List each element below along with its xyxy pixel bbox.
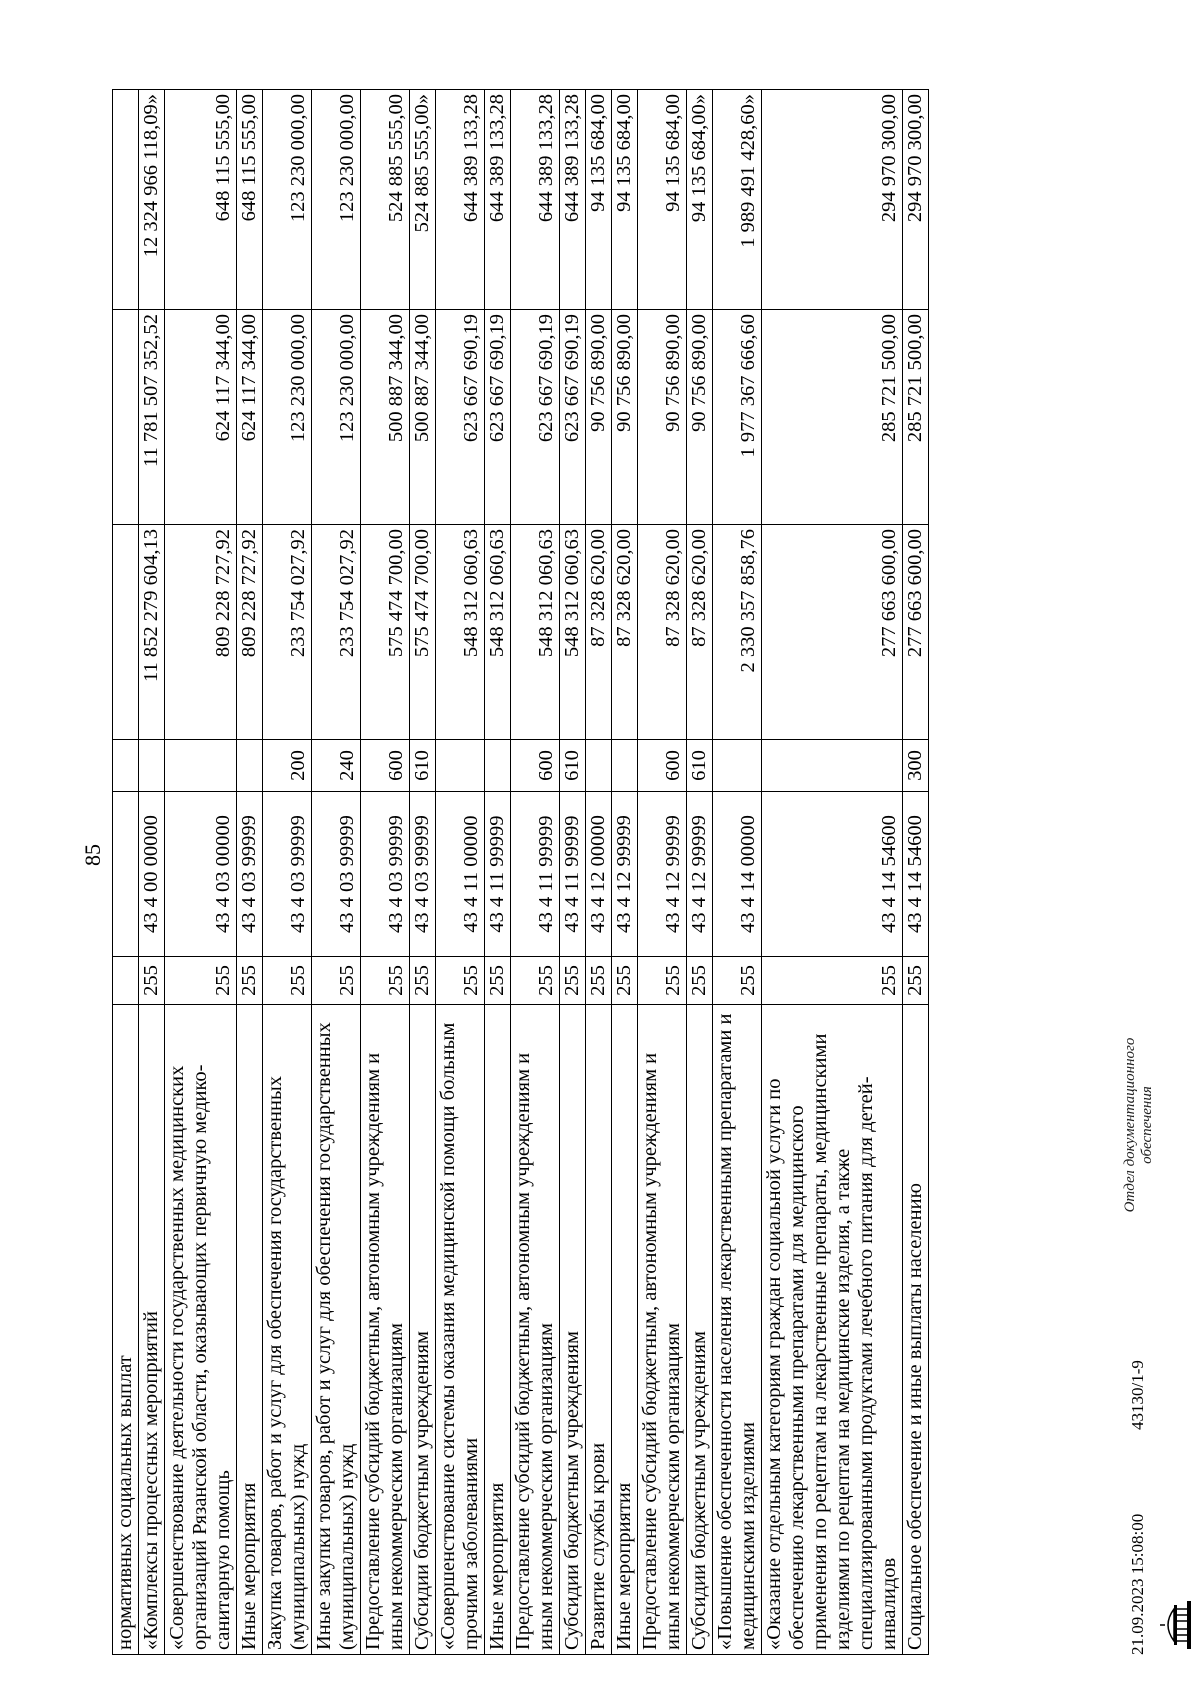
row-name-cell: «Совершенствование деятельности государственных медицинских организаций Рязанской области, оказывающих первичную медико-санитарную помощь (165, 1005, 237, 1655)
ministry-code-cell: 255 (139, 957, 165, 1005)
table-row (560, 90, 586, 1655)
amount-col-2-cell: 123 230 000,00 (263, 310, 312, 525)
amount-col-2-cell: 123 230 000,00 (312, 310, 361, 525)
target-article-cell: 43 4 11 99999 (511, 792, 560, 957)
amount-col-3-cell: 644 389 133,28 (485, 90, 511, 310)
stamp-line-1: Отдел документационного (1122, 1037, 1138, 1213)
amount-col-3-cell: 94 135 684,00 (612, 90, 638, 310)
expense-type-cell (762, 740, 903, 792)
expense-type-cell: 600 (361, 740, 410, 792)
target-article-cell: 43 4 14 00000 (713, 792, 762, 957)
amount-col-2-cell: 1 977 367 666,60 (713, 310, 762, 525)
amount-col-2-cell: 90 756 890,00 (612, 310, 638, 525)
ministry-code-cell: 255 (762, 957, 903, 1005)
row-name-cell: Субсидии бюджетным учреждениям (560, 1005, 586, 1655)
amount-col-3-cell: 123 230 000,00 (312, 90, 361, 310)
expense-type-cell: 610 (687, 740, 713, 792)
table-row (762, 90, 903, 1655)
row-name-cell: Закупка товаров, работ и услуг для обеспечения государственных (муниципальных) нужд (263, 1005, 312, 1655)
expense-type-cell (612, 740, 638, 792)
ministry-code-cell: 255 (410, 957, 436, 1005)
amount-col-3-cell: 94 135 684,00 (586, 90, 612, 310)
amount-col-3-cell: 123 230 000,00 (263, 90, 312, 310)
amount-col-2-cell: 500 887 344,00 (410, 310, 436, 525)
amount-col-2-cell: 624 117 344,00 (165, 310, 237, 525)
target-article-cell: 43 4 11 99999 (485, 792, 511, 957)
ministry-code-cell: 255 (511, 957, 560, 1005)
amount-col-2-cell: 90 756 890,00 (687, 310, 713, 525)
expense-type-cell (165, 740, 237, 792)
amount-col-3-cell: 94 135 684,00» (687, 90, 713, 310)
expense-type-cell: 600 (511, 740, 560, 792)
row-name-cell: Предоставление субсидий бюджетным, автономным учреждениям и иным некоммерческим организациям (361, 1005, 410, 1655)
amount-col-1-cell: 548 312 060,63 (560, 525, 586, 740)
expense-type-cell: 610 (410, 740, 436, 792)
amount-col-1-cell: 277 663 600,00 (903, 525, 929, 740)
amount-col-1-cell: 11 852 279 604,13 (139, 525, 165, 740)
table-row (713, 90, 762, 1655)
row-name-cell: Иные мероприятия (237, 1005, 263, 1655)
amount-col-3-cell (113, 90, 139, 310)
table-row (410, 90, 436, 1655)
table-row (687, 90, 713, 1655)
ministry-code-cell: 255 (560, 957, 586, 1005)
table-row (436, 90, 485, 1655)
amount-col-2-cell: 623 667 690,19 (436, 310, 485, 525)
ministry-code-cell: 255 (263, 957, 312, 1005)
page-number: 85 (80, 844, 105, 866)
ministry-code-cell: 255 (903, 957, 929, 1005)
budget-table-body (113, 90, 929, 1655)
department-stamp (1122, 995, 1156, 1255)
amount-col-1-cell: 87 328 620,00 (612, 525, 638, 740)
expense-type-cell: 610 (560, 740, 586, 792)
amount-col-2-cell: 623 667 690,19 (511, 310, 560, 525)
amount-col-2-cell: 90 756 890,00 (638, 310, 687, 525)
row-name-cell: нормативных социальных выплат (113, 1005, 139, 1655)
table-row (139, 90, 165, 1655)
amount-col-2-cell: 500 887 344,00 (361, 310, 410, 525)
row-name-cell: Предоставление субсидий бюджетным, автономным учреждениям и иным некоммерческим организациям (511, 1005, 560, 1655)
amount-col-3-cell: 12 324 966 118,09» (139, 90, 165, 310)
amount-col-3-cell: 1 989 491 428,60» (713, 90, 762, 310)
budget-table (112, 89, 929, 1655)
target-article-cell: 43 4 03 00000 (165, 792, 237, 957)
row-name-cell: «Повышение обеспеченности населения лекарственными препаратами и медицинскими изделиями (713, 1005, 762, 1655)
ministry-code-cell: 255 (586, 957, 612, 1005)
target-article-cell: 43 4 03 99999 (410, 792, 436, 957)
ministry-code-cell: 255 (312, 957, 361, 1005)
table-row (638, 90, 687, 1655)
target-article-cell: 43 4 12 00000 (586, 792, 612, 957)
table-row (361, 90, 410, 1655)
expense-type-cell: 240 (312, 740, 361, 792)
row-name-cell: Иные мероприятия (485, 1005, 511, 1655)
target-article-cell: 43 4 03 99999 (237, 792, 263, 957)
amount-col-3-cell: 294 970 300,00 (762, 90, 903, 310)
amount-col-1-cell: 233 754 027,92 (312, 525, 361, 740)
table-row (237, 90, 263, 1655)
amount-col-1-cell: 809 228 727,92 (165, 525, 237, 740)
ministry-code-cell: 255 (612, 957, 638, 1005)
expense-type-cell (485, 740, 511, 792)
amount-col-1-cell: 87 328 620,00 (638, 525, 687, 740)
amount-col-1-cell: 87 328 620,00 (687, 525, 713, 740)
amount-col-1-cell: 87 328 620,00 (586, 525, 612, 740)
target-article-cell: 43 4 12 99999 (687, 792, 713, 957)
row-name-cell: «Оказание отдельным категориям граждан социальной услуги по обеспечению лекарственными препаратами для медицинского применения по рецептам на лекарственные препараты, медицинскими изделиями по рецептам на медицинские изделия, а также специализированными продуктами лечебного питания для детей-инвалидов (762, 1005, 903, 1655)
amount-col-2-cell (113, 310, 139, 525)
amount-col-3-cell: 644 389 133,28 (560, 90, 586, 310)
amount-col-3-cell: 648 115 555,00 (237, 90, 263, 310)
amount-col-1-cell: 277 663 600,00 (762, 525, 903, 740)
row-name-cell: «Комплексы процессных мероприятий (139, 1005, 165, 1655)
ministry-code-cell: 255 (436, 957, 485, 1005)
footer-document-code: 43130/1-9 (1128, 1360, 1147, 1430)
row-name-cell: Субсидии бюджетным учреждениям (687, 1005, 713, 1655)
target-article-cell: 43 4 11 99999 (560, 792, 586, 957)
ministry-code-cell: 255 (713, 957, 762, 1005)
amount-col-1-cell: 233 754 027,92 (263, 525, 312, 740)
target-article-cell: 43 4 12 99999 (612, 792, 638, 957)
table-row (586, 90, 612, 1655)
target-article-cell: 43 4 12 99999 (638, 792, 687, 957)
amount-col-2-cell: 285 721 500,00 (762, 310, 903, 525)
ministry-code-cell (113, 957, 139, 1005)
amount-col-3-cell: 524 885 555,00 (361, 90, 410, 310)
stamp-line-2: обеспечения (1139, 1086, 1155, 1164)
table-row (263, 90, 312, 1655)
amount-col-1-cell: 548 312 060,63 (436, 525, 485, 740)
building-logo-icon (1158, 1595, 1194, 1655)
amount-col-3-cell: 644 389 133,28 (511, 90, 560, 310)
target-article-cell: 43 4 03 99999 (361, 792, 410, 957)
row-name-cell: Иные мероприятия (612, 1005, 638, 1655)
table-row (903, 90, 929, 1655)
amount-col-3-cell: 294 970 300,00 (903, 90, 929, 310)
target-article-cell: 43 4 14 54600 (903, 792, 929, 957)
amount-col-3-cell: 524 885 555,00» (410, 90, 436, 310)
amount-col-3-cell: 648 115 555,00 (165, 90, 237, 310)
amount-col-2-cell: 285 721 500,00 (903, 310, 929, 525)
ministry-code-cell: 255 (361, 957, 410, 1005)
row-name-cell: Социальное обеспечение и иные выплаты населению (903, 1005, 929, 1655)
amount-col-2-cell: 90 756 890,00 (586, 310, 612, 525)
row-name-cell: Предоставление субсидий бюджетным, автономным учреждениям и иным некоммерческим организациям (638, 1005, 687, 1655)
amount-col-3-cell: 94 135 684,00 (638, 90, 687, 310)
row-name-cell: Субсидии бюджетным учреждениям (410, 1005, 436, 1655)
amount-col-2-cell: 624 117 344,00 (237, 310, 263, 525)
amount-col-1-cell: 575 474 700,00 (361, 525, 410, 740)
ministry-code-cell: 255 (687, 957, 713, 1005)
target-article-cell: 43 4 14 54600 (762, 792, 903, 957)
amount-col-1-cell: 2 330 357 858,76 (713, 525, 762, 740)
amount-col-1-cell: 575 474 700,00 (410, 525, 436, 740)
row-name-cell: Иные закупки товаров, работ и услуг для обеспечения государственных (муниципальных) нужд (312, 1005, 361, 1655)
amount-col-2-cell: 623 667 690,19 (560, 310, 586, 525)
table-row (165, 90, 237, 1655)
expense-type-cell (586, 740, 612, 792)
expense-type-cell (713, 740, 762, 792)
amount-col-3-cell: 644 389 133,28 (436, 90, 485, 310)
table-row (113, 90, 139, 1655)
expense-type-cell: 300 (903, 740, 929, 792)
expense-type-cell (237, 740, 263, 792)
footer-date: 21.09.2023 15:08:00 (1128, 1513, 1147, 1655)
expense-type-cell (113, 740, 139, 792)
amount-col-2-cell: 11 781 507 352,52 (139, 310, 165, 525)
amount-col-1-cell (113, 525, 139, 740)
expense-type-cell (436, 740, 485, 792)
target-article-cell: 43 4 03 99999 (263, 792, 312, 957)
target-article-cell: 43 4 00 00000 (139, 792, 165, 957)
target-article-cell: 43 4 11 00000 (436, 792, 485, 957)
target-article-cell (113, 792, 139, 957)
row-name-cell: Развитие службы крови (586, 1005, 612, 1655)
ministry-code-cell: 255 (638, 957, 687, 1005)
table-row (612, 90, 638, 1655)
table-row (312, 90, 361, 1655)
table-row (485, 90, 511, 1655)
target-article-cell: 43 4 03 99999 (312, 792, 361, 957)
amount-col-1-cell: 548 312 060,63 (511, 525, 560, 740)
amount-col-1-cell: 548 312 060,63 (485, 525, 511, 740)
expense-type-cell: 200 (263, 740, 312, 792)
table-row (511, 90, 560, 1655)
expense-type-cell: 600 (638, 740, 687, 792)
row-name-cell: «Совершенствование системы оказания медицинской помощи больным прочими заболеваниями (436, 1005, 485, 1655)
ministry-code-cell: 255 (237, 957, 263, 1005)
expense-type-cell (139, 740, 165, 792)
ministry-code-cell: 255 (485, 957, 511, 1005)
ministry-code-cell: 255 (165, 957, 237, 1005)
amount-col-2-cell: 623 667 690,19 (485, 310, 511, 525)
amount-col-1-cell: 809 228 727,92 (237, 525, 263, 740)
